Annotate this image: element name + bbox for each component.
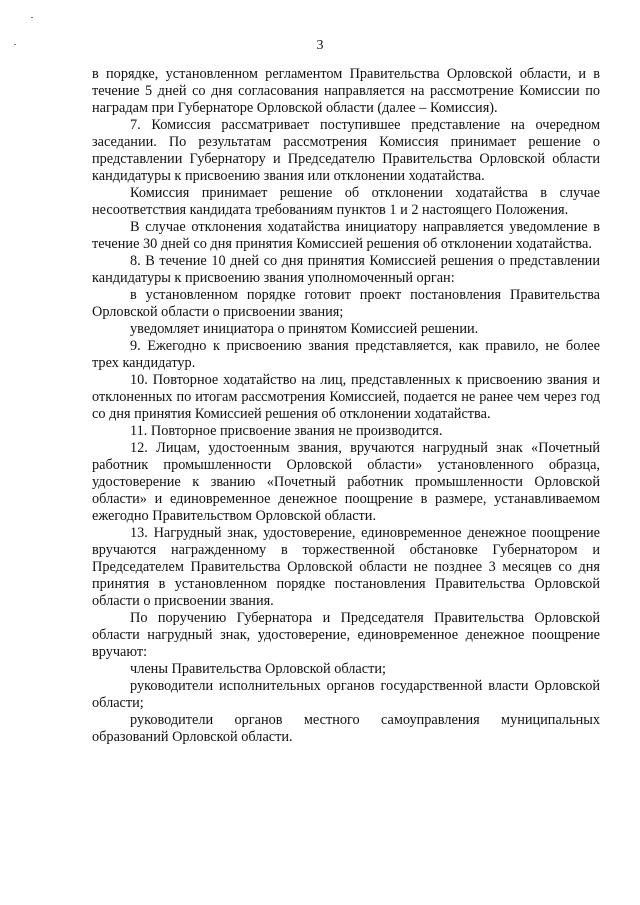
paragraph-presenter-3: руководители органов местного самоуправления муниципальных образований Орловской области. xyxy=(92,712,600,745)
document-body xyxy=(92,66,600,746)
paragraph-presenter-2: руководители исполнительных органов государственной власти Орловской области; xyxy=(92,678,600,711)
paragraph-presenter-1: члены Правительства Орловской области; xyxy=(130,661,386,677)
page-number: 3 xyxy=(316,38,324,53)
paragraph-item-10: 10. Повторное ходатайство на лиц, представленных к присвоению звания и отклоненных по итогам рассмотрения Комиссией, подается не ранее чем через год со дня принятия Комиссией решения об отклонении ходатайства. xyxy=(92,372,600,422)
paragraph-item-11: 11. Повторное присвоение звания не производится. xyxy=(130,423,443,439)
paragraph-rejection-decision: Комиссия принимает решение об отклонении ходатайства в случае несоответствия кандидата требованиям пунктов 1 и 2 настоящего Положения. xyxy=(92,185,600,218)
paragraph-delegation: По поручению Губернатора и Председателя Правительства Орловской области нагрудный знак, удостоверение, единовременное денежное поощрение вручают: xyxy=(92,610,600,660)
scan-speck xyxy=(31,17,33,18)
paragraph-item-8-subitem-2: уведомляет инициатора о принятом Комиссией решении. xyxy=(130,321,479,337)
paragraph-item-9: 9. Ежегодно к присвоению звания представляется, как правило, не более трех кандидатур. xyxy=(92,338,600,371)
paragraph-item-13: 13. Нагрудный знак, удостоверение, единовременное денежное поощрение вручаются награжденному в торжественной обстановке Губернатором и Председателем Правительства Орловской области не позднее 3 месяцев со дня принятия в установленном порядке постановления Правительства Орловской области о присвоении звания. xyxy=(92,525,600,609)
paragraph-item-8-subitem-1: в установленном порядке готовит проект постановления Правительства Орловской области о присвоении звания; xyxy=(92,287,600,320)
paragraph-item-8: 8. В течение 10 дней со дня принятия Комиссией решения о представлении кандидатуры к присвоению звания уполномоченный орган: xyxy=(92,253,600,286)
paragraph-item-12: 12. Лицам, удостоенным звания, вручаются нагрудный знак «Почетный работник промышленности Орловской области» установленного образца, удостоверение к званию «Почетный работник промышленности Орловской области» и единовременное денежное поощрение в размере, устанавливаемом ежегодно Правительством Орловской области. xyxy=(92,440,600,524)
paragraph-rejection-notice: В случае отклонения ходатайства инициатору направляется уведомление в течение 30 дней со дня принятия Комиссией решения об отклонении ходатайства. xyxy=(92,219,600,252)
paragraph-continuation: в порядке, установленном регламентом Правительства Орловской области, и в течение 5 дней со дня согласования направляется на рассмотрение Комиссии по наградам при Губернаторе Орловской области (далее – Комиссия). xyxy=(92,66,600,116)
paragraph-item-7: 7. Комиссия рассматривает поступившее представление на очередном заседании. По результатам рассмотрения Комиссия принимает решение о представлении Губернатору и Председателю Правительства Орловской области кандидатуры к присвоению звания или отклонении ходатайства. xyxy=(92,117,600,184)
